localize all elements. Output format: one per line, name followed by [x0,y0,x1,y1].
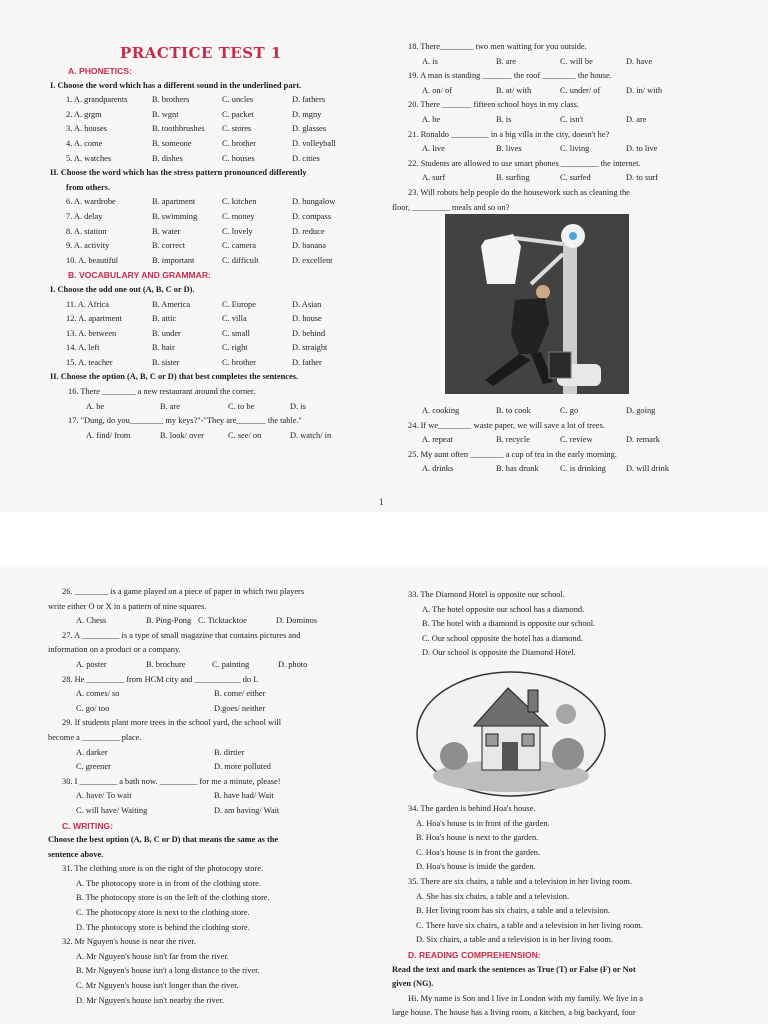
page2-right-column-lower [0,802,768,1021]
question-text: 31. The clothing store is on the right of the photocopy store. [62,864,264,874]
answer-option: A. Chess [76,616,107,626]
answer-option: B. America [152,299,191,309]
answer-option: D. to live [626,144,658,154]
question-text: 33. The Diamond Hotel is opposite our school. [408,590,565,599]
answer-option: A. comes/ so [76,689,120,699]
instruction-text: from others. [66,182,111,192]
answer-options [0,746,380,761]
question-text: 22. Students are allowed to use smart phones _________ the internet. [408,158,641,168]
question-text: C. There have six chairs, a table and a television in her living room. [416,920,643,930]
question-text: A. The photocopy store is in front of the clothing store. [76,878,261,888]
answer-options [0,84,768,99]
answer-option: B. someone [152,138,192,148]
answer-option: B. lives [496,144,522,154]
answer-option: B. come/ either [214,689,266,699]
answer-option: C. villa [222,314,247,324]
answer-option: C. to be [228,401,255,411]
answer-options [0,462,768,477]
answer-option: 5. A. watches [66,153,112,163]
question-text: C. Mr Nguyen's house isn't longer than the river. [76,981,239,991]
instruction-text: Choose the best option (A, B, C or D) that means the same as the [48,835,279,845]
page-number: 1 [379,497,384,507]
answer-option: B. to cook [496,406,531,415]
question-text: 16. There ________ a new restaurant around the corner. [68,387,256,397]
answer-options [0,356,380,371]
answer-options [0,239,380,254]
question-text: 23. Will robots help people do the housework such as cleaning the [408,187,630,197]
answer-option: 10. A. beautiful [66,255,119,265]
answer-option: C. camera [222,241,256,251]
answer-options [0,171,768,186]
answer-option: C. small [222,328,250,338]
answer-option: D. have [626,56,653,66]
answer-option: D. are [626,114,647,124]
answer-option: C. review [560,435,593,445]
answer-option: D. banana [292,241,326,251]
answer-option: C. surfed [560,173,591,183]
answer-option: D. father [292,357,322,367]
answer-option: D. behind [292,328,326,338]
instruction-text: sentence above. [48,849,104,859]
answer-option: D. bungalow [292,197,336,207]
answer-option: 6. A. wardrobe [66,197,116,207]
answer-option: D. mgny [292,109,322,119]
answer-options [0,760,380,775]
answer-option: C. right [222,343,248,353]
answer-option: C. money [222,211,255,221]
instruction-text: II. Choose the word which has the stress pattern pronounced differently [50,168,307,178]
answer-option: B. water [152,226,181,236]
section-heading: B. VOCABULARY AND GRAMMAR: [68,270,211,281]
answer-option: C. will have/ Waiting [76,805,148,815]
answer-option: C. will be [560,56,593,66]
answer-option: D. compass [292,211,332,221]
question-text: D. Six chairs, a table and a television is in her living room. [416,935,614,945]
answer-option: D. going [626,406,656,415]
answer-option: B. under [152,328,181,338]
answer-option: B. toothbrushes [152,124,205,134]
instruction-text: Read the text and mark the sentences as True (T) or False (F) or Not [392,964,636,974]
answer-options [0,55,768,70]
answer-option: 14. A. left [66,343,100,353]
answer-option: A. poster [76,659,107,669]
question-text: B. Hoa's house is next to the garden. [416,833,539,843]
question-text: A. Mr Nguyen's house isn't far from the river. [76,951,229,961]
answer-option: B. Ping-Pong [146,616,192,626]
answer-option: D. cities [292,153,320,163]
section-heading: D. READING COMPREHENSION: [408,949,541,960]
page2-right-column [0,588,768,661]
answer-option: C. go/ too [76,703,110,713]
answer-option: A. repeat [422,435,453,445]
instruction-text: II. Choose the option (A, B, C or D) that best completes the sentences. [50,372,299,382]
answer-option: B. sister [152,357,180,367]
answer-options [0,113,768,128]
question-text: 18. There________ two men waiting for you outside. [408,42,587,51]
question-text: 29. If students plant more trees in the school yard, the school will [62,718,282,728]
answer-options [0,327,380,342]
answer-option: D. will drink [626,464,670,474]
question-text: 17. "Dung, do you________ my keys?"-"They are_______ the table." [68,416,302,426]
question-text: Hi. My name is Son and I live in London with my family. We live in a [408,993,643,1003]
answer-option: 13. A. between [66,328,117,338]
answer-option: B. is [496,114,512,124]
answer-option: A. live [422,144,445,154]
answer-option: D. more polluted [214,762,271,772]
answer-option: C. go [560,406,579,415]
answer-option: C. see/ on [228,430,262,440]
answer-option: B. brothers [152,95,190,105]
answer-option: C. lovely [222,226,253,236]
answer-option: B. dirtier [214,747,245,757]
answer-option: C. packet [222,109,254,119]
answer-option: A. darker [76,747,108,757]
question-text: 34. The garden is behind Hoa's house. [408,804,536,813]
answer-option: A. on/ of [422,85,453,95]
answer-option: A. be [422,114,441,124]
question-text: large house. The house has a living room, a kitchen, a big backyard, four [392,1008,636,1018]
instruction-text: given (NG). [392,979,434,989]
answer-option: A. is [422,56,438,66]
answer-option: B. hair [152,343,175,353]
answer-options [0,312,380,327]
question-text: 35. There are six chairs, a table and a television in her living room. [408,876,633,886]
answer-option: B. apartment [152,197,196,207]
answer-option: B. wgnt [152,109,179,119]
question-text: A. Hoa's house is in front of the garden. [416,818,550,828]
question-text: A. She has six chairs, a table and a television. [416,891,570,901]
answer-option: 8. A. station [66,226,107,236]
answer-option: D. photo [278,659,308,669]
page1-right-column-lower [0,404,768,477]
question-text: B. Mr Nguyen's house isn't a long distance to the river. [76,966,260,976]
answer-option: B. surfing [496,173,530,183]
answer-option: D. straight [292,343,328,353]
answer-options [0,687,380,702]
question-text: A. The hotel opposite our school has a diamond. [422,604,585,614]
answer-options [0,702,380,717]
question-text: C. The photocopy store is next to the clothing store. [76,908,250,918]
question-text: D. Hoa's house is inside the garden. [416,862,536,872]
question-text: 28. He _________ from HCM city and ___________ do I. [62,674,259,684]
question-text: 32. Mr Nguyen's house is near the river. [62,937,196,947]
question-text: 20. There _______ fifteen school boys in my class. [408,100,580,110]
question-text: write either O or X in a pattern of nine squares. [48,601,207,611]
answer-option: C. Europe [222,299,256,309]
section-heading: C. WRITING: [62,820,114,831]
answer-option: C. greener [76,762,111,772]
question-text: 26. ________ is a game played on a piece of paper in which two players [62,587,305,596]
question-text: information on a product or a company. [48,645,181,655]
answer-option: C. isn't [560,114,584,124]
question-text: 21. Ronaldo _________ in a big villa in the city, doesn't he? [408,129,610,139]
answer-option: C. difficult [222,255,259,265]
answer-option: C. stores [222,124,252,134]
answer-option: C. painting [212,659,250,669]
answer-option: B. attic [152,314,177,324]
answer-option: D. fathers [292,95,326,105]
question-text: 25. My aunt often ________ a cup of tea in the early morning. [408,449,617,459]
answer-option: D. is [290,401,306,411]
page1-right-column [0,40,768,215]
question-text: D. The photocopy store is behind the clothing store. [76,922,250,932]
house-garden-image [416,670,606,798]
answer-option: 11. A. Africa [66,299,109,309]
question-text: become a _________ place. [48,732,142,742]
answer-option: B. look/ over [160,430,204,440]
answer-option: D. reduce [292,226,325,236]
question-text: B. The photocopy store is on the left of the clothing store. [76,893,270,903]
answer-option: D. Dominos [276,616,317,626]
instruction-text: I. Choose the word which has a different sound in the underlined part. [50,80,302,90]
answer-options [0,298,380,313]
answer-option: D. excellent [292,255,333,265]
answer-option: C. uncles [222,95,254,105]
answer-option: D. am having/ Wait [214,805,280,815]
answer-option: C. Ticktacktoe [198,616,247,626]
answer-options [0,225,380,240]
answer-option: B. dishes [152,153,183,163]
answer-option: 15. A. teacher [66,357,113,367]
answer-option: C. living [560,144,590,154]
section-heading: A. PHONETICS: [68,66,132,76]
question-text: D. Mr Nguyen's house isn't nearby the river. [76,995,224,1005]
answer-options [0,254,380,269]
answer-option: D.goes/ neither [214,703,266,713]
question-text: C. Our school opposite the hotel has a diamond. [422,633,583,643]
robot-ironing-image [445,214,629,394]
answer-option: A. be [86,401,105,411]
answer-option: 4. A. come [66,138,103,148]
answer-option: B. correct [152,241,186,251]
answer-option: C. houses [222,153,255,163]
answer-option: C. kitchen [222,197,257,207]
answer-option: B. are [496,56,516,66]
answer-option: D. glasses [292,124,326,134]
answer-option: 2. A. grgm [66,109,102,119]
instruction-text: I. Choose the odd one out (A, B, C or D). [50,284,195,294]
answer-options [0,404,768,419]
answer-option: B. brochure [146,659,186,669]
answer-options [0,433,768,448]
page-title: PRACTICE TEST 1 [120,44,282,62]
question-text: D. Our school is opposite the Diamond Hotel. [422,648,576,658]
question-text: 27. A _________ is a type of small magazine that contains pictures and [62,630,301,640]
answer-option: A. have/ To wait [76,791,132,801]
answer-option: D. in/ with [626,85,663,95]
answer-option: B. has drunk [496,464,539,474]
answer-option: B. swimming [152,211,198,221]
answer-option: B. have had/ Wait [214,791,274,801]
answer-option: 9. A. activity [66,241,110,251]
answer-option: 7. A. delay [66,211,103,221]
answer-option: 12. A. apartment [66,314,122,324]
question-text: 19. A man is standing _______ the roof ________ the house. [408,71,612,81]
answer-option: C. is drinking [560,464,606,474]
answer-option: A. cooking [422,406,460,415]
question-text: B. Her living room has six chairs, a table and a television. [416,906,610,916]
answer-option: D. watch/ in [290,430,332,440]
answer-option: C. brother [222,138,256,148]
question-text: 24. If we________ waste paper, we will save a lot of trees. [408,420,605,430]
answer-option: C. brother [222,357,256,367]
page-gap [0,512,768,566]
answer-option: A. surf [422,173,446,183]
answer-option: D. volleyball [292,138,336,148]
answer-option: B. important [152,255,195,265]
answer-option: 1. A. grandparents [66,95,128,105]
answer-option: A. find/ from [86,430,131,440]
answer-option: B. at/ with [496,85,532,95]
question-text: 30. I _________ a bath now. _________ for me a minute, please! [62,776,281,786]
answer-option: B. recycle [496,435,530,445]
question-text: B. The hotel with a diamond is opposite our school. [422,619,596,629]
answer-option: D. house [292,314,322,324]
answer-option: 3. A. houses [66,124,107,134]
answer-option: B. are [160,401,180,411]
answer-option: D. Asian [292,299,322,309]
answer-options [0,341,380,356]
answer-option: D. remark [626,435,660,445]
answer-option: A. drinks [422,464,454,474]
question-text: C. Hoa's house is in front the garden. [416,847,541,857]
answer-options [0,142,768,157]
answer-option: D. to surf [626,173,658,183]
question-text: floor, _________ meals and so on? [392,202,510,212]
answer-option: C. under/ of [560,85,601,95]
